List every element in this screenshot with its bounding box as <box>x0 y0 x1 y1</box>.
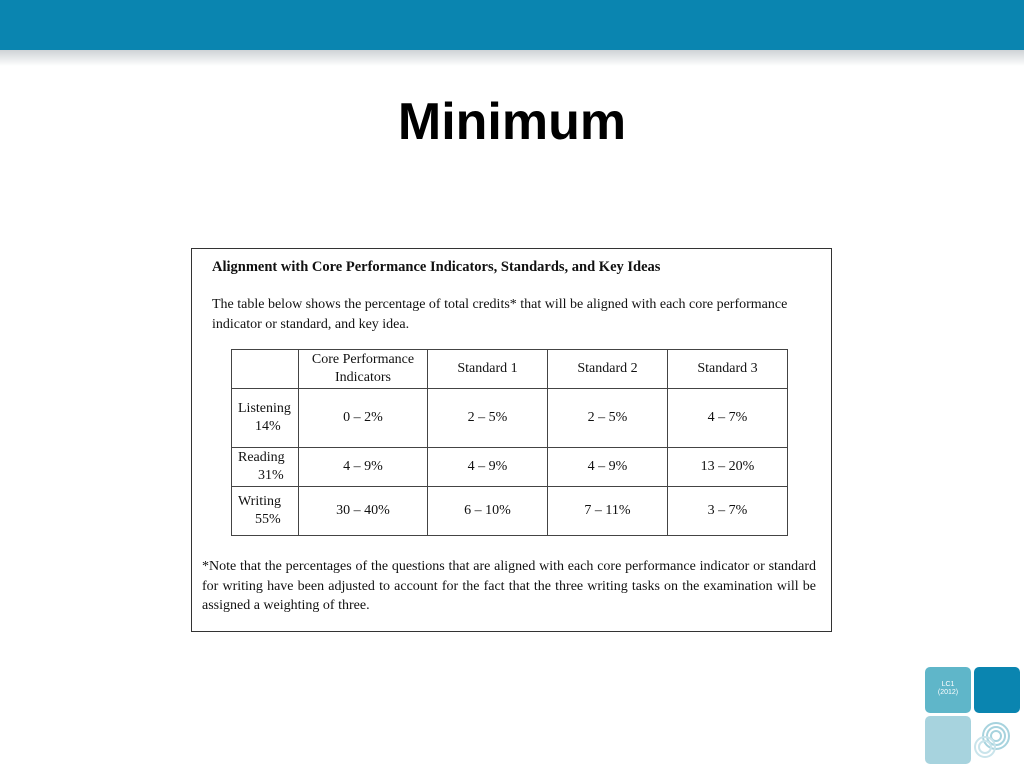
table-row <box>232 448 788 487</box>
top-banner <box>0 0 1024 50</box>
row-label-percent: 31% <box>258 468 284 483</box>
table-header-row <box>232 350 788 389</box>
logo-tile-dark <box>974 667 1020 713</box>
header-cell-core: Core Performance Indicators <box>299 350 428 389</box>
concentric-rings-icon <box>974 716 1020 764</box>
document-excerpt <box>191 248 832 632</box>
table-cell: 4 – 9% <box>299 448 428 487</box>
organization-logo <box>925 667 1020 764</box>
row-label-percent: 14% <box>255 419 281 434</box>
table-cell: 4 – 9% <box>548 448 668 487</box>
row-label-percent: 55% <box>255 512 281 527</box>
banner-shadow <box>0 50 1024 66</box>
table-cell: 2 – 5% <box>548 389 668 448</box>
table-cell: 13 – 20% <box>668 448 788 487</box>
row-label <box>232 487 299 536</box>
row-label <box>232 448 299 487</box>
logo-tile-label <box>925 667 971 713</box>
table-cell: 4 – 9% <box>428 448 548 487</box>
table-row <box>232 487 788 536</box>
header-cell-standard3: Standard 3 <box>668 350 788 389</box>
header-cell-standard2: Standard 2 <box>548 350 668 389</box>
row-label-name: Writing <box>238 494 281 509</box>
logo-tile-light <box>925 716 971 764</box>
logo-label-line1: LC1 <box>941 681 955 688</box>
logo-label-line2: (2012) <box>937 689 959 696</box>
header-cell-empty <box>232 350 299 389</box>
row-label <box>232 389 299 448</box>
table-cell: 30 – 40% <box>299 487 428 536</box>
row-label-name: Reading <box>238 450 285 465</box>
document-footnote: *Note that the percentages of the questions that are aligned with each core performance indicator or standard for writing have been adjusted to account for the fact that the three writing tasks on the examination will be assigned a weighting of three. <box>202 559 816 613</box>
row-label-name: Listening <box>238 401 291 416</box>
header-cell-standard1: Standard 1 <box>428 350 548 389</box>
table-cell: 3 – 7% <box>668 487 788 536</box>
document-intro: The table below shows the percentage of total credits* that will be aligned with each core performance indicator or standard, and key idea. <box>212 297 788 332</box>
alignment-table <box>231 349 788 536</box>
slide-title: Minimum <box>397 93 627 151</box>
table-cell: 7 – 11% <box>548 487 668 536</box>
table-cell: 0 – 2% <box>299 389 428 448</box>
table-cell: 6 – 10% <box>428 487 548 536</box>
table-cell: 2 – 5% <box>428 389 548 448</box>
table-cell: 4 – 7% <box>668 389 788 448</box>
table-row <box>232 389 788 448</box>
document-heading: Alignment with Core Performance Indicators, Standards, and Key Ideas <box>212 259 661 275</box>
